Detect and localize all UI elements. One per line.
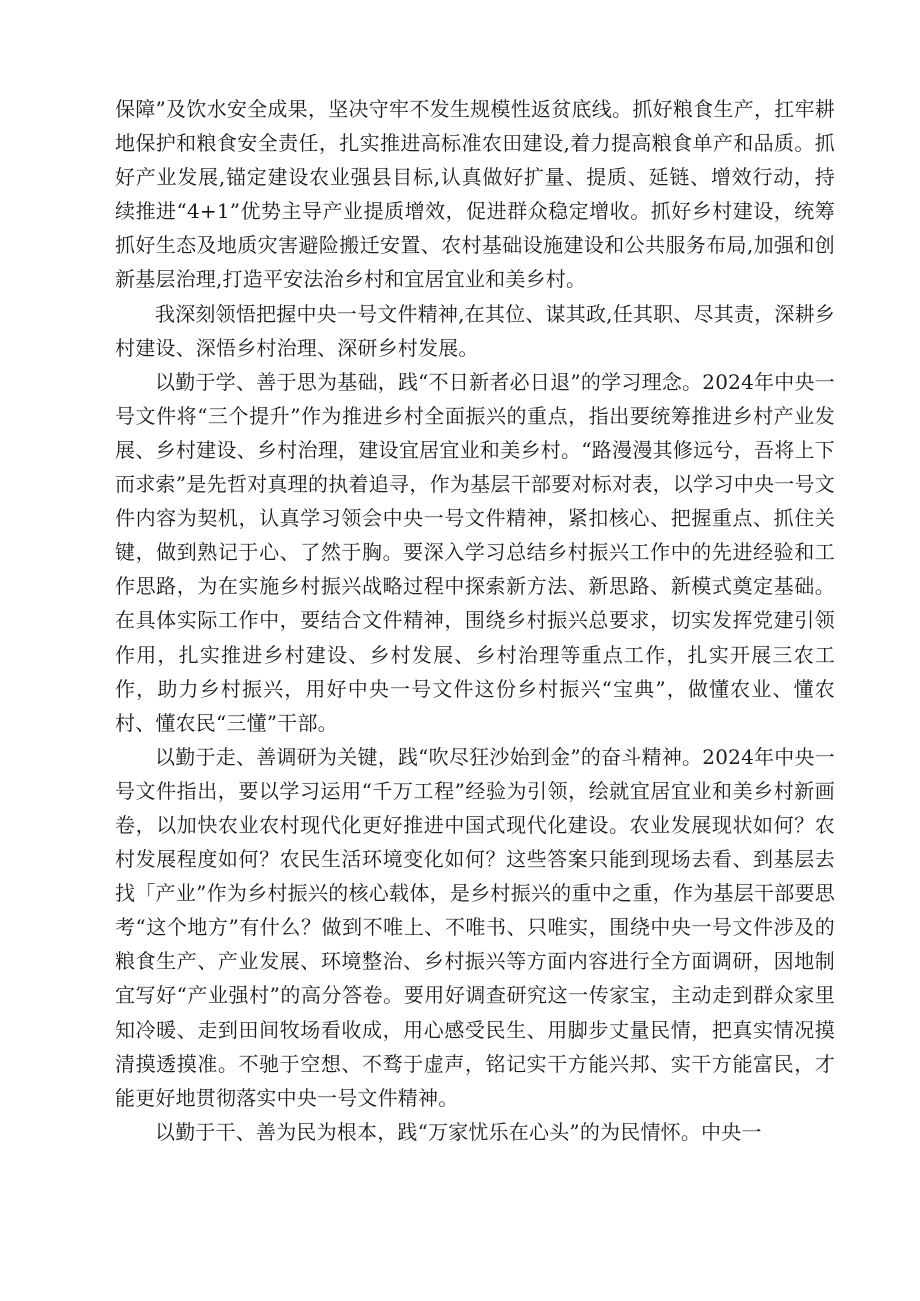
paragraph-4: 以勤于走、善调研为关键，践“吹尽狂沙始到金”的奋斗精神。2024年中央一号文件指出，要以学习运用“千万工程”经验为引领，绘就宜居宜业和美乡村新画卷，以加快农业农村现代化更好推进中国式现代化建设。农业发展现状如何？农村发展程度如何？农民生活环境变化如何？这些答案只能到现场去看、到基层去找「产业”作为乡村振兴的核心载体，是乡村振兴的重中之重，作为基层干部要思考“这个地方”有什么？做到不唯上、不唯书、只唯实，围绕中央一号文件涉及的粮食生产、产业发展、环境整治、乡村振兴等方面内容进行全方面调研，因地制宜写好“产业强村”的高分答卷。要用好调查研究这一传家宝，主动走到群众家里知冷暖、走到田间牧场看收成，用心感受民生、用脚步丈量民情，把真实情况摸清摸透摸准。不驰于空想、不骛于虚声，铭记实干方能兴邦、实干方能富民，才能更好地贯彻落实中央一号文件精神。	[115, 744, 835, 1110]
paragraph-5: 以勤于干、善为民为根本，践“万家忧乐在心头”的为民情怀。中央一	[155, 1119, 762, 1144]
document-body	[115, 92, 835, 1149]
paragraph-3: 以勤于学、善于思为基础，践“不日新者必日退”的学习理念。2024年中央一号文件将“三个提升”作为推进乡村全面振兴的重点，指出要统筹推进乡村产业发展、乡村建设、乡村治理，建设宜居宜业和美乡村。“路漫漫其修远兮，吾将上下而求索”是先哲对真理的执着追寻，作为基层干部要对标对表，以学习中央一号文件内容为契机，认真学习领会中央一号文件精神，紧扣核心、把握重点、抓住关键，做到熟记于心、了然于胸。要深入学习总结乡村振兴工作中的先进经验和工作思路，为在实施乡村振兴战略过程中探索新方法、新思路、新模式奠定基础。在具体实际工作中，要结合文件精神，围绕乡村振兴总要求，切实发挥党建引领作用，扎实推进乡村建设、乡村发展、乡村治理等重点工作，扎实开展三农工作，助力乡村振兴，用好中央一号文件这份乡村振兴“宝典”，做懂农业、懂农村、懂农民“三懂”干部。	[115, 369, 835, 735]
paragraph-1: 保障”及饮水安全成果，坚决守牢不发生规模性返贫底线。抓好粮食生产，扛牢耕地保护和粮食安全责任，扎实推进高标准农田建设,着力提高粮食单产和品质。抓好产业发展,锚定建设农业强县目标,认真做好扩量、提质、延链、增效行动，持续推进“4+1”优势主导产业提质增效，促进群众稳定增收。抓好乡村建设，统筹抓好生态及地质灾害避险搬迁安置、农村基础设施建设和公共服务布局,加强和创新基层治理,打造平安法治乡村和宜居宜业和美乡村。	[115, 97, 835, 292]
paragraph-2: 我深刻领悟把握中央一号文件精神,在其位、谋其政,任其职、尽其责，深耕乡村建设、深悟乡村治理、深研乡村发展。	[115, 301, 835, 360]
